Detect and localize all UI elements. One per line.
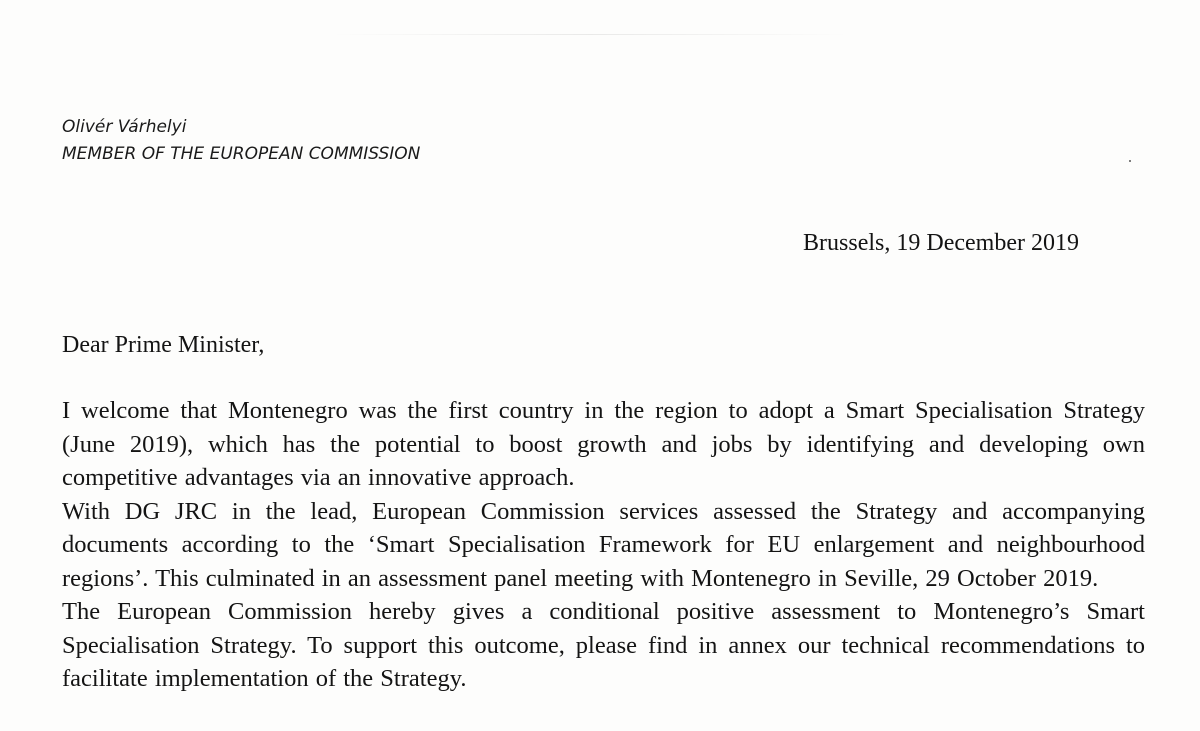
sender-name: Olivér Várhelyi [62, 117, 187, 137]
paragraph-1: I welcome that Montenegro was the first country in the region to adopt a Smart Specialisation Strategy (June 2019), which has the potential to boost growth and jobs by identifying and developing own competitive advantages via an innovative approach. [62, 397, 1145, 491]
scan-speck [1129, 160, 1131, 162]
paragraph-3: The European Commission hereby gives a conditional positive assessment to Montenegro’s Smart Specialisation Strategy. To support this outcome, please find in annex our technical recommendations to facilitate implementation of the Strategy. [62, 598, 1145, 692]
date-line: Brussels, 19 December 2019 [803, 230, 1079, 256]
sender-block [62, 114, 420, 168]
letter-body [62, 394, 1145, 696]
sender-role: MEMBER OF THE EUROPEAN COMMISSION [62, 144, 421, 164]
cropped-text-line [62, 722, 1145, 731]
paragraph-2: With DG JRC in the lead, European Commission services assessed the Strategy and accompanying documents according to the ‘Smart Specialisation Framework for EU enlargement and neighbourhood regions’. This culminated in an assessment panel meeting with Montenegro in Seville, 29 October 2019. [62, 497, 1145, 592]
salutation: Dear Prime Minister, [62, 332, 265, 358]
scan-edge-mark [330, 34, 850, 35]
